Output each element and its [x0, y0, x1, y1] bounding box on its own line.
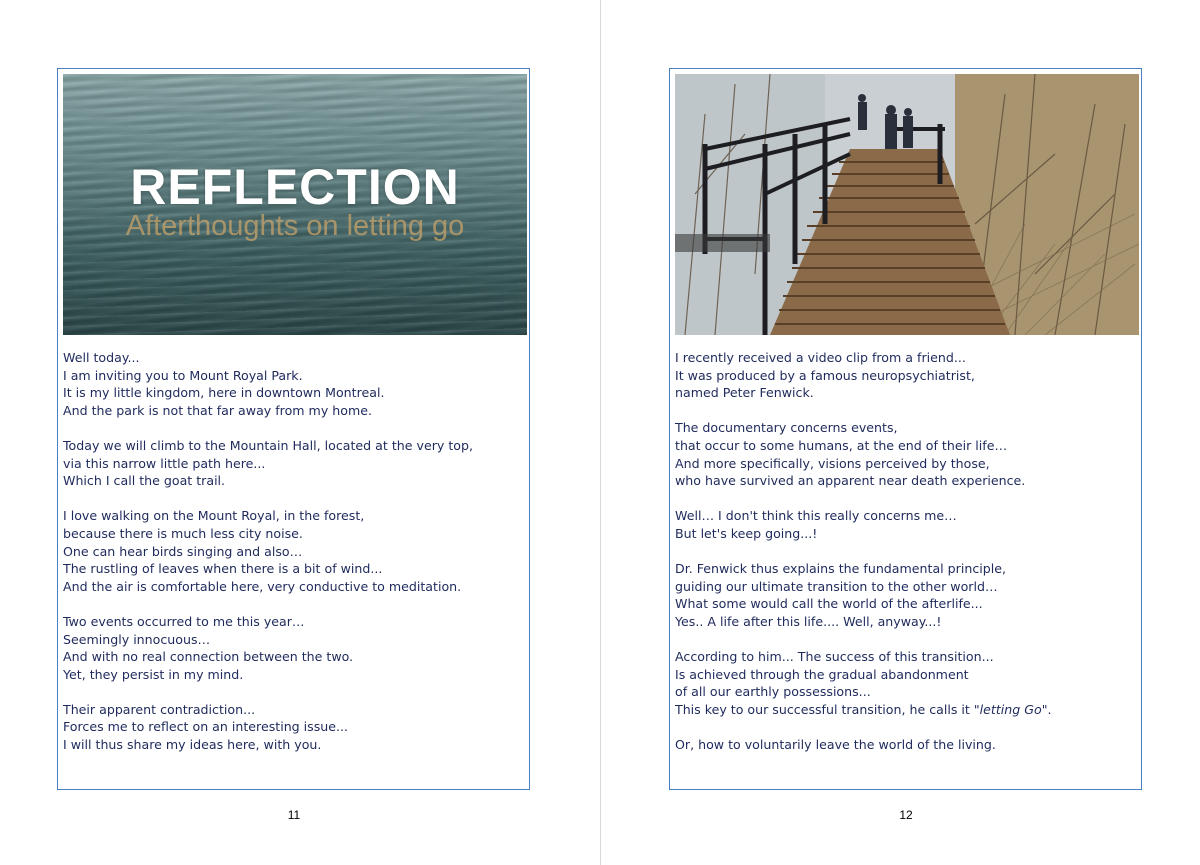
paragraph [675, 507, 1135, 542]
text-line: I am inviting you to Mount Royal Park. [63, 367, 303, 383]
text-line: And the park is not that far away from my home. [63, 402, 372, 418]
paragraph [63, 349, 523, 419]
paragraph [675, 648, 1135, 718]
text-line: who have survived an apparent near death experience. [675, 473, 1026, 489]
text-line: The rustling of leaves when there is a bit of wind... [63, 561, 383, 577]
text-line: named Peter Fenwick. [675, 385, 814, 401]
text-line: One can hear birds singing and also… [63, 543, 303, 559]
text-line: According to him... The success of this transition... [675, 649, 994, 665]
text-line: Today we will climb to the Mountain Hall, located at the very top, [63, 437, 473, 453]
water-cover-image [63, 74, 527, 335]
paragraph [675, 560, 1135, 630]
text-line: And the air is comfortable here, very conductive to meditation. [63, 578, 462, 594]
stairs-photo [675, 74, 1139, 335]
text-line: because there is much less city noise. [63, 525, 303, 541]
key-sentence-start: This key to our successful transition, he calls it " [675, 701, 980, 717]
text-line: And more specifically, visions perceived by those, [675, 455, 990, 471]
paragraph [675, 736, 1135, 754]
text-line: I love walking on the Mount Royal, in the forest, [63, 508, 365, 524]
text-line: of all our earthly possessions... [675, 684, 871, 700]
text-line: via this narrow little path here... [63, 455, 266, 471]
text-line: Yet, they persist in my mind. [63, 666, 244, 682]
paragraph [675, 419, 1135, 489]
text-line: Is achieved through the gradual abandonment [675, 666, 969, 682]
key-sentence [675, 701, 1135, 719]
text-line: But let's keep going...! [675, 525, 818, 541]
text-line: And with no real connection between the two. [63, 649, 354, 665]
text-line: Forces me to reflect on an interesting issue... [63, 719, 349, 735]
key-sentence-end: ". [1041, 701, 1052, 717]
text-line: that occur to some humans, at the end of their life… [675, 437, 1008, 453]
text-line: Their apparent contradiction... [63, 701, 256, 717]
text-line: Well… I don't think this really concerns me… [675, 508, 957, 524]
text-line: Seemingly innocuous… [63, 631, 211, 647]
right-page-text [675, 349, 1135, 771]
stairs-illustration [675, 74, 1139, 335]
paragraph [63, 437, 523, 490]
text-line: What some would call the world of the afterlife... [675, 596, 983, 612]
page-number-right: 12 [899, 808, 913, 822]
text-line: I will thus share my ideas here, with you. [63, 737, 322, 753]
text-line: Or, how to voluntarily leave the world of the living. [675, 737, 996, 753]
paragraph [675, 349, 1135, 402]
text-line: guiding our ultimate transition to the other world… [675, 578, 998, 594]
text-line: Dr. Fenwick thus explains the fundamental principle, [675, 561, 1006, 577]
left-page-text [63, 349, 523, 771]
text-line: The documentary concerns events, [675, 420, 898, 436]
paragraph [63, 613, 523, 683]
text-line: It was produced by a famous neuropsychiatrist, [675, 367, 975, 383]
letting-go-phrase: letting Go [979, 701, 1042, 717]
paragraph [63, 701, 523, 754]
text-line: It is my little kingdom, here in downtown Montreal. [63, 385, 385, 401]
text-line: Well today... [63, 350, 140, 365]
right-page-frame [669, 68, 1142, 790]
cover-title: REFLECTION [130, 159, 460, 215]
text-line: Two events occurred to me this year… [63, 613, 305, 629]
page-number-left: 11 [287, 808, 301, 822]
text-line: Which I call the goat trail. [63, 473, 226, 489]
paragraph [63, 507, 523, 595]
cover-subtitle: Afterthoughts on letting go [125, 210, 465, 242]
text-line: Yes.. A life after this life.... Well, anyway...! [675, 613, 942, 629]
left-page-frame [57, 68, 530, 790]
page-spine [600, 0, 601, 865]
text-line: I recently received a video clip from a friend... [675, 350, 966, 365]
